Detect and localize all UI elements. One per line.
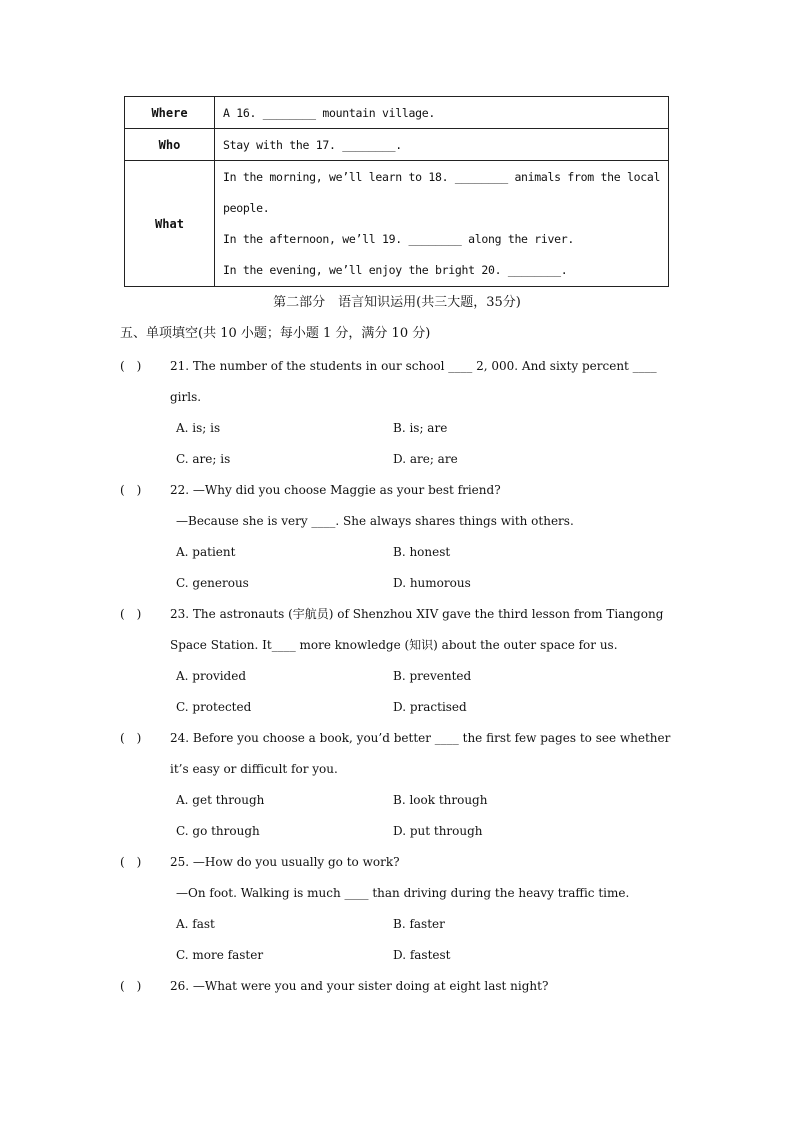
info-table (124, 96, 669, 287)
option-b: B. faster (393, 917, 445, 931)
option-b: B. honest (393, 545, 451, 559)
who-label: Who (125, 129, 215, 161)
question-text: The number of the students in our school ____ 2, 000. And sixty percent ____ (192, 359, 657, 373)
options (120, 665, 680, 727)
question-22 (120, 479, 680, 603)
question-text: Before you choose a book, you’d better ____ the first few pages to see whether (192, 731, 671, 745)
option-a: A. fast (176, 917, 215, 931)
option-d: D. are; are (393, 452, 458, 466)
option-b: B. look through (393, 793, 488, 807)
answer-bracket[interactable]: ( ) (120, 979, 142, 993)
question-number: 24. (170, 731, 190, 745)
options (120, 913, 680, 975)
option-d: D. fastest (393, 948, 451, 962)
answer-bracket[interactable]: ( ) (120, 855, 142, 869)
answer-bracket[interactable]: ( ) (120, 731, 142, 745)
question-25 (120, 851, 680, 975)
answer-bracket[interactable]: ( ) (120, 359, 142, 373)
question-23 (120, 603, 680, 727)
table-row-who (125, 129, 669, 161)
answer-bracket[interactable]: ( ) (120, 607, 142, 621)
option-a: A. patient (176, 545, 236, 559)
options (120, 417, 680, 479)
option-a: A. is; is (176, 421, 221, 435)
where-text: A 16. ________ mountain village. (215, 97, 669, 129)
what-line: In the evening, we’ll enjoy the bright 20. ________. (223, 263, 568, 277)
option-d: D. humorous (393, 576, 471, 590)
section-title: 第二部分 语言知识运用(共三大题，35分) (273, 295, 521, 310)
what-line: In the afternoon, we’ll 19. ________ along the river. (223, 232, 575, 246)
option-c: C. generous (176, 576, 249, 590)
question-number: 25. (170, 855, 190, 869)
question-text-cont: —Because she is very ____. She always shares things with others. (176, 514, 574, 528)
question-number: 23. (170, 607, 190, 621)
question-text: The astronauts (宇航员) of Shenzhou XIV gave the third lesson from Tiangong (192, 607, 664, 621)
question-text-cont: it’s easy or difficult for you. (170, 762, 338, 776)
question-21 (120, 355, 680, 479)
table-row-what (125, 161, 669, 287)
option-c: C. more faster (176, 948, 264, 962)
question-text: —How do you usually go to work? (192, 855, 400, 869)
question-26 (120, 975, 680, 1006)
option-d: D. practised (393, 700, 467, 714)
what-label: What (125, 161, 215, 287)
option-d: D. put through (393, 824, 483, 838)
question-number: 22. (170, 483, 190, 497)
option-c: C. protected (176, 700, 252, 714)
question-text: —Why did you choose Maggie as your best friend? (192, 483, 501, 497)
question-list (120, 355, 680, 1006)
option-b: B. prevented (393, 669, 472, 683)
question-text: —What were you and your sister doing at eight last night? (192, 979, 549, 993)
question-number: 21. (170, 359, 190, 373)
options (120, 789, 680, 851)
what-content (215, 161, 669, 287)
part-heading: 五、单项填空(共 10 小题；每小题 1 分，满分 10 分) (120, 326, 431, 341)
option-c: C. are; is (176, 452, 231, 466)
question-text-cont: —On foot. Walking is much ____ than driving during the heavy traffic time. (176, 886, 630, 900)
table-row-where (125, 97, 669, 129)
answer-bracket[interactable]: ( ) (120, 483, 142, 497)
question-text-cont: Space Station. It____ more knowledge (知识) about the outer space for us. (170, 638, 618, 652)
question-text-cont: girls. (170, 390, 202, 404)
what-line: In the morning, we’ll learn to 18. ________ animals from the local (223, 170, 661, 184)
options (120, 541, 680, 603)
what-line: people. (223, 201, 270, 215)
option-c: C. go through (176, 824, 260, 838)
question-24 (120, 727, 680, 851)
option-b: B. is; are (393, 421, 448, 435)
question-number: 26. (170, 979, 190, 993)
option-a: A. provided (176, 669, 247, 683)
where-label: Where (125, 97, 215, 129)
option-a: A. get through (176, 793, 265, 807)
who-text: Stay with the 17. ________. (215, 129, 669, 161)
